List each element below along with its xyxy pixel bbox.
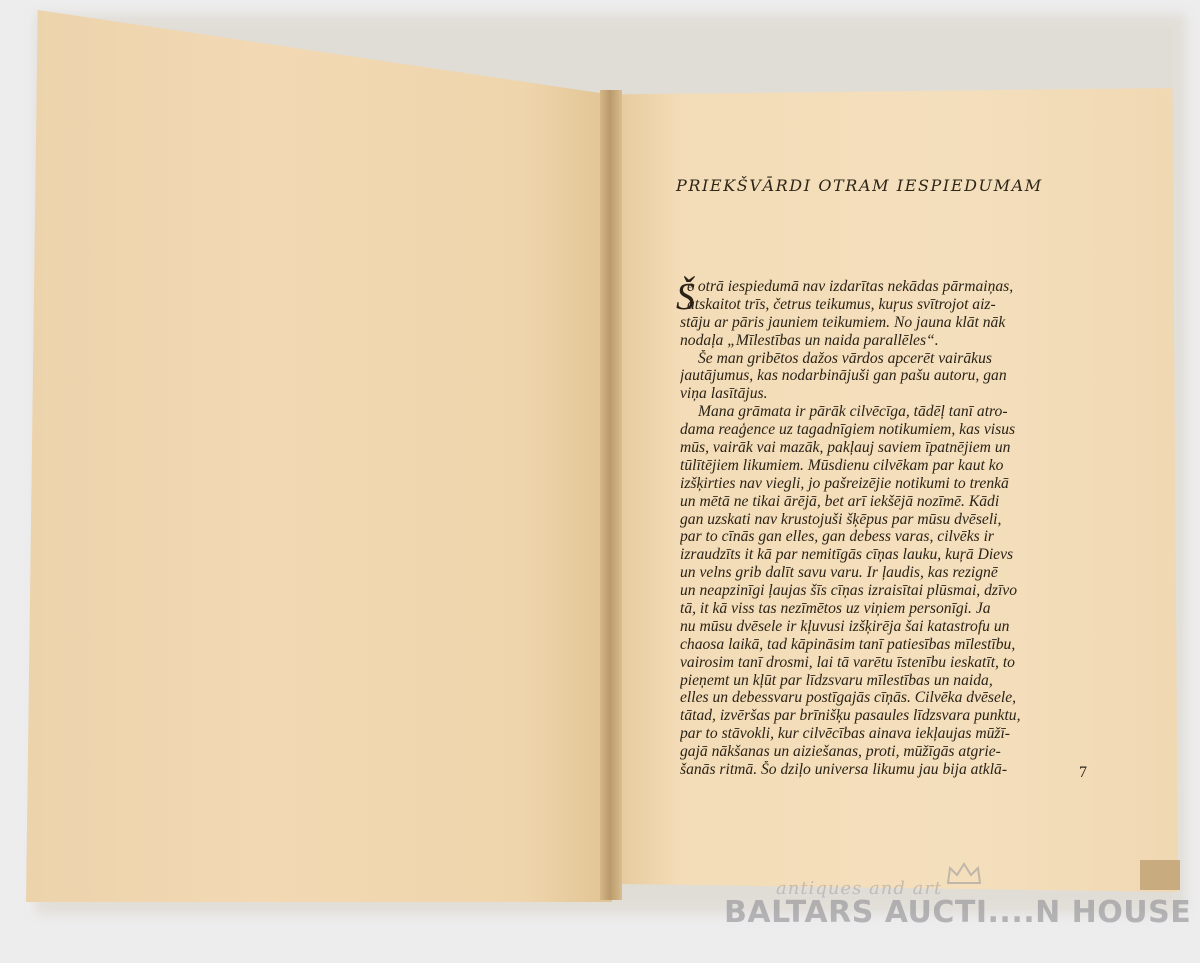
text-line: izraudzīts it kā par nemitīgās cīņas lauku, kuŗā Dievs [680,546,1014,564]
text-line: chaosa laikā, tad kāpināsim tanī patiesības mīlestību, [680,635,1016,653]
left-page-blank [26,10,612,902]
text-line: mūs, vairāk vai mazāk, pakļauj saviem īpatnējiem un [680,439,1011,457]
body-text [680,278,1098,779]
text-line: viņa lasītājus. [680,385,768,403]
text-line: tā, it kā viss tas nezīmētos uz viņiem personīgi. Ja [680,600,991,618]
watermark-logo-text: BALTARS AUCTI....N HOUSE [724,895,1192,930]
text-line: un mētā ne tikai ārējā, bet arī iekšējā nozīmē. Kādi [680,492,1000,510]
text-line: un velns grib dalīt savu varu. Ir ļaudis, kas rezignē [680,564,998,582]
text-line: par to stāvokli, kur cilvēcības ainava iekļaujas mūžī- [680,725,1011,743]
text-line: nodaļa „Mīlestības un naida parallēles“. [680,331,939,349]
chapter-heading: PRIEKŠVĀRDI OTRAM IESPIEDUMAM [676,176,1043,195]
text-line: tūlītējiem likumiem. Mūsdienu cilvēkam par kaut ko [680,456,1004,474]
page-edges [1140,860,1180,890]
text-line: nu mūsu dvēsele ir kļuvusi izšķirēja šai katastrofu un [680,617,1010,635]
text-line: jautājumus, kas nodarbinājuši gan pašu autoru, gan [680,367,1007,385]
book-gutter [600,90,622,900]
drop-cap: Š [676,276,695,318]
text-line: stāju ar pāris jauniem teikumiem. No jauna klāt nāk [680,313,1006,331]
text-line: par to cīnās gan elles, gan debess varas, cilvēks ir [680,528,994,546]
text-line: dama reaģence uz tagadnīgiem notikumiem, kas visus [680,421,1016,439]
crown-icon [945,862,983,886]
text-line: Mana grāmata ir pārāk cilvēcīga, tādēļ tanī atro- [698,403,1008,421]
text-line: šanās ritmā. Šo dziļo universa likumu jau bija atklā- [680,761,1008,779]
text-line: atskaitot trīs, četrus teikumus, kuŗus svītrojot aiz- [687,295,996,313]
text-line: pieņemt un kļūt par līdzsvaru mīlestības un naida, [680,671,993,689]
text-line: elles un debessvaru postīgajās cīņās. Cilvēka dvēsele, [680,689,1017,707]
text-line: un neapzinīgi ļaujas šīs cīņas izraisītai plūsmai, dzīvo [680,582,1018,600]
text-line: Še man gribētos dažos vārdos apcerēt vairākus [698,349,992,367]
text-line: e otrā iespiedumā nav izdarītas nekādas pārmaiņas, [687,278,1014,295]
text-line: vairosim tanī drosmi, lai tā varētu īstenību ieskatīt, to [680,653,1015,671]
page-number: 7 [1079,764,1087,781]
text-line: gan uzskati nav krustojuši šķēpus par mūsu dvēseli, [680,510,1002,528]
text-line: tātad, izvēršas par brīnišķu pasaules līdzsvara punktu, [680,707,1021,725]
watermark-tagline: antiques and art [776,878,943,899]
text-line: gajā nākšanas un aiziešanas, proti, mūžīgās atgrie- [680,743,1001,761]
text-line: izšķirties nav viegli, jo pašreizējie notikumi to trenkā [680,474,1009,492]
